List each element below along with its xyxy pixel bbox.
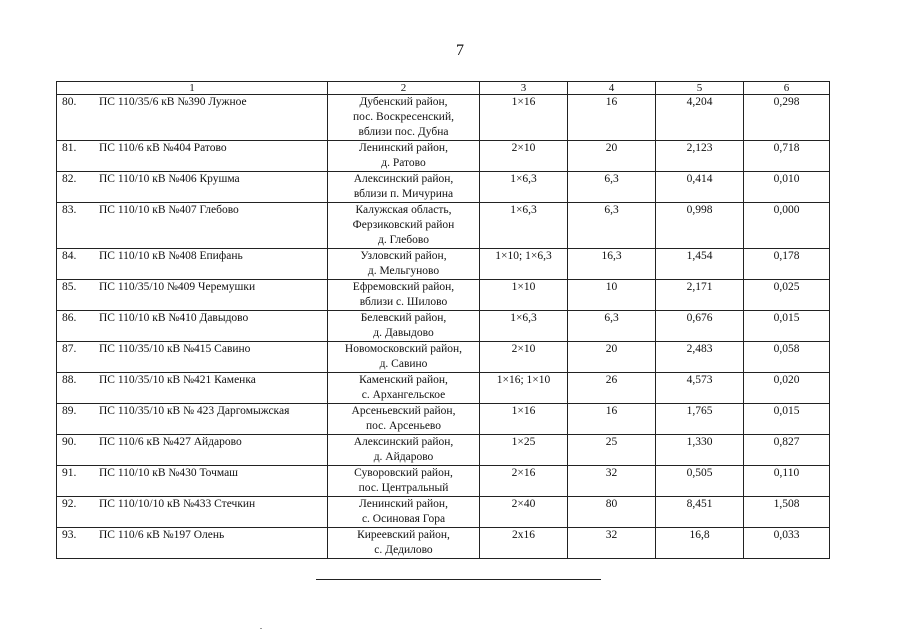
length-cell (656, 497, 744, 528)
substation-name-cell (57, 342, 328, 373)
load-cell (744, 373, 830, 404)
load-value: 0,010 (773, 173, 800, 185)
load-value: 0,178 (773, 250, 800, 262)
length-cell (656, 404, 744, 435)
transformers-value: 1×25 (511, 436, 536, 448)
load-cell (744, 141, 830, 172)
power-value: 6,3 (604, 204, 619, 216)
length-cell (656, 172, 744, 203)
substation-name-cell (57, 280, 328, 311)
load-cell (744, 203, 830, 249)
power-value: 32 (605, 467, 618, 479)
load-cell (744, 311, 830, 342)
power-value: 20 (605, 142, 618, 154)
power-cell (568, 435, 656, 466)
power-cell (568, 311, 656, 342)
transformers-cell (480, 203, 568, 249)
location-cell (328, 466, 480, 497)
location-cell (328, 311, 480, 342)
transformers-value: 1×10 (511, 281, 536, 293)
power-value: 16,3 (601, 250, 622, 262)
load-cell (744, 95, 830, 141)
substation-name: ПС 110/10 кВ №407 Глебово (99, 204, 239, 216)
location-cell (328, 141, 480, 172)
location-cell (328, 249, 480, 280)
power-cell (568, 95, 656, 141)
row-number: 85. (62, 281, 77, 293)
transformers-cell (480, 280, 568, 311)
row-number: 89. (62, 405, 77, 417)
load-cell (744, 172, 830, 203)
transformers-cell (480, 466, 568, 497)
location-line: Ефремовский район, (352, 281, 455, 293)
substation-name: ПС 110/6 кВ №197 Олень (99, 529, 225, 541)
substation-name: ПС 110/10/10 кВ №433 Стечкин (99, 498, 256, 510)
header-cell: 2 (328, 82, 480, 95)
load-cell (744, 404, 830, 435)
transformers-value: 2×16 (511, 467, 536, 479)
transformers-value: 2×10 (511, 343, 536, 355)
location-line: Алексинский район, (353, 173, 454, 185)
substation-name-cell (57, 141, 328, 172)
header-cell: 4 (568, 82, 656, 95)
length-cell (656, 280, 744, 311)
location-cell (328, 342, 480, 373)
length-cell (656, 203, 744, 249)
location-line: Дубенский район, (359, 96, 448, 108)
location-line: Новомосковский район, (344, 343, 463, 355)
transformers-value: 1×6,3 (510, 312, 537, 324)
transformers-value: 1×16 (511, 96, 536, 108)
substation-name-cell (57, 404, 328, 435)
transformers-value: 1×16 (511, 405, 536, 417)
header-cell: 3 (480, 82, 568, 95)
load-value: 0,827 (773, 436, 800, 448)
substation-name-cell (57, 249, 328, 280)
load-cell (744, 249, 830, 280)
location-line: с. Осиновая Гора (361, 513, 446, 525)
length-value: 2,171 (686, 281, 713, 293)
length-value: 4,573 (686, 374, 713, 386)
transformers-cell (480, 141, 568, 172)
substation-name: ПС 110/10 кВ №408 Епифань (99, 250, 243, 262)
transformers-value: 1×16; 1×10 (496, 374, 551, 386)
page-number: 7 (456, 42, 464, 59)
table-header-row (57, 82, 830, 95)
substation-name-cell (57, 311, 328, 342)
location-cell (328, 435, 480, 466)
load-value: 0,025 (773, 281, 800, 293)
location-line: Каменский район, (359, 374, 448, 386)
substation-name: ПС 110/10 кВ №430 Точмаш (99, 467, 239, 479)
power-value: 6,3 (604, 312, 619, 324)
transformers-cell (480, 95, 568, 141)
transformers-cell (480, 172, 568, 203)
substation-name-cell (57, 172, 328, 203)
row-number: 84. (62, 250, 77, 262)
power-cell (568, 466, 656, 497)
substation-name: ПС 110/10 кВ №410 Давыдово (99, 312, 249, 324)
power-cell (568, 528, 656, 559)
power-cell (568, 373, 656, 404)
header-cell: 1 (57, 82, 328, 95)
substation-name-cell (57, 373, 328, 404)
header-cell: 6 (744, 82, 830, 95)
transformers-value: 2x16 (512, 529, 535, 541)
table-row (57, 528, 830, 559)
location-line: Калужская область, (355, 204, 452, 216)
table-row (57, 203, 830, 249)
length-value: 1,330 (686, 436, 713, 448)
length-value: 0,505 (686, 467, 713, 479)
substation-table (56, 81, 830, 559)
substation-name: ПС 110/35/6 кВ №390 Лужное (99, 96, 247, 108)
row-number: 87. (62, 343, 77, 355)
location-cell (328, 280, 480, 311)
transformers-cell (480, 497, 568, 528)
load-value: 0,020 (773, 374, 800, 386)
signature-line (316, 579, 601, 580)
substation-name-cell (57, 497, 328, 528)
transformers-cell (480, 528, 568, 559)
substation-name: ПС 110/10 кВ №406 Крушма (99, 173, 240, 185)
location-line: Белевский район, (360, 312, 447, 324)
table-row (57, 311, 830, 342)
location-line: пос. Центральный (358, 482, 449, 494)
row-number: 92. (62, 498, 77, 510)
transformers-cell (480, 435, 568, 466)
load-value: 1,508 (773, 498, 800, 510)
length-cell (656, 528, 744, 559)
load-value: 0,033 (773, 529, 800, 541)
location-line: д. Мельгуново (367, 265, 440, 277)
power-cell (568, 141, 656, 172)
power-cell (568, 497, 656, 528)
row-number: 86. (62, 312, 77, 324)
power-cell (568, 404, 656, 435)
power-value: 80 (605, 498, 618, 510)
location-line: д. Давыдово (373, 327, 434, 339)
load-value: 0,058 (773, 343, 800, 355)
transformers-value: 1×10; 1×6,3 (495, 250, 552, 262)
transformers-cell (480, 373, 568, 404)
location-cell (328, 373, 480, 404)
table-body (57, 82, 830, 559)
load-cell (744, 435, 830, 466)
length-value: 2,483 (686, 343, 713, 355)
location-line: д. Савино (379, 358, 428, 370)
location-line: Киреевский район, (357, 529, 450, 541)
length-value: 1,765 (686, 405, 713, 417)
location-cell (328, 95, 480, 141)
load-cell (744, 466, 830, 497)
substation-name-cell (57, 528, 328, 559)
load-value: 0,718 (773, 142, 800, 154)
length-value: 0,676 (686, 312, 713, 324)
table-row (57, 249, 830, 280)
location-line: вблизи с. Шилово (359, 296, 448, 308)
location-line: Ферзиковский район (352, 219, 455, 231)
substation-name: ПС 110/35/10 кВ № 423 Даргомыжская (99, 405, 290, 417)
load-cell (744, 528, 830, 559)
length-value: 0,414 (686, 173, 713, 185)
length-cell (656, 141, 744, 172)
location-cell (328, 404, 480, 435)
table-row (57, 497, 830, 528)
scan-mark (260, 628, 262, 629)
length-cell (656, 373, 744, 404)
substation-name: ПС 110/35/10 кВ №421 Каменка (99, 374, 256, 386)
load-value: 0,298 (773, 96, 800, 108)
substation-name-cell (57, 435, 328, 466)
table-row (57, 373, 830, 404)
row-number: 88. (62, 374, 77, 386)
location-line: с. Дедилово (374, 544, 433, 556)
power-cell (568, 203, 656, 249)
transformers-cell (480, 404, 568, 435)
transformers-cell (480, 249, 568, 280)
location-cell (328, 203, 480, 249)
transformers-cell (480, 342, 568, 373)
transformers-value: 1×6,3 (510, 204, 537, 216)
row-number: 81. (62, 142, 77, 154)
location-cell (328, 497, 480, 528)
table-row (57, 141, 830, 172)
power-value: 20 (605, 343, 618, 355)
power-value: 16 (605, 405, 618, 417)
location-line: пос. Арсеньево (365, 420, 442, 432)
load-value: 0,015 (773, 405, 800, 417)
load-cell (744, 497, 830, 528)
location-line: Суворовский район, (354, 467, 453, 479)
location-line: Арсеньевский район, (351, 405, 456, 417)
substation-name: ПС 110/6 кВ №427 Айдарово (99, 436, 242, 448)
power-cell (568, 249, 656, 280)
substation-name: ПС 110/6 кВ №404 Ратово (99, 142, 227, 154)
power-value: 26 (605, 374, 618, 386)
length-value: 1,454 (686, 250, 713, 262)
length-cell (656, 435, 744, 466)
table-row (57, 342, 830, 373)
row-number: 90. (62, 436, 77, 448)
row-number: 91. (62, 467, 77, 479)
table-row (57, 404, 830, 435)
location-cell (328, 528, 480, 559)
location-line: д. Ратово (381, 157, 426, 169)
transformers-value: 2×10 (511, 142, 536, 154)
location-line: вблизи п. Мичурина (353, 188, 454, 200)
power-cell (568, 280, 656, 311)
length-value: 4,204 (686, 96, 713, 108)
load-value: 0,015 (773, 312, 800, 324)
header-cell: 5 (656, 82, 744, 95)
location-line: с. Архангельское (361, 389, 446, 401)
row-number: 83. (62, 204, 77, 216)
length-value: 2,123 (686, 142, 713, 154)
power-cell (568, 172, 656, 203)
location-line: д. Айдарово (373, 451, 434, 463)
length-cell (656, 95, 744, 141)
length-value: 16,8 (689, 529, 710, 541)
location-line: вблизи пос. Дубна (358, 126, 449, 138)
location-line: Узловский район, (360, 250, 447, 262)
load-cell (744, 342, 830, 373)
power-value: 25 (605, 436, 618, 448)
length-cell (656, 249, 744, 280)
row-number: 82. (62, 173, 77, 185)
location-line: д. Глебово (378, 234, 429, 246)
table-row (57, 172, 830, 203)
length-cell (656, 311, 744, 342)
row-number: 80. (62, 96, 77, 108)
length-cell (656, 466, 744, 497)
table-row (57, 95, 830, 141)
length-value: 0,998 (686, 204, 713, 216)
power-value: 32 (605, 529, 618, 541)
substation-name: ПС 110/35/10 №409 Черемушки (99, 281, 256, 293)
power-value: 10 (605, 281, 618, 293)
load-value: 0,110 (773, 467, 800, 479)
substation-name-cell (57, 203, 328, 249)
substation-name: ПС 110/35/10 кВ №415 Савино (99, 343, 251, 355)
power-value: 16 (605, 96, 618, 108)
power-cell (568, 342, 656, 373)
substation-name-cell (57, 466, 328, 497)
location-cell (328, 172, 480, 203)
length-value: 8,451 (686, 498, 713, 510)
table-row (57, 280, 830, 311)
load-cell (744, 280, 830, 311)
transformers-value: 1×6,3 (510, 173, 537, 185)
location-line: пос. Воскресенский, (353, 111, 454, 123)
location-line: Ленинский район, (359, 498, 448, 510)
table-row (57, 466, 830, 497)
transformers-value: 2×40 (511, 498, 536, 510)
table-row (57, 435, 830, 466)
location-line: Алексинский район, (353, 436, 454, 448)
row-number: 93. (62, 529, 77, 541)
power-value: 6,3 (604, 173, 619, 185)
load-value: 0,000 (773, 204, 800, 216)
location-line: Ленинский район, (359, 142, 448, 154)
length-cell (656, 342, 744, 373)
substation-name-cell (57, 95, 328, 141)
transformers-cell (480, 311, 568, 342)
